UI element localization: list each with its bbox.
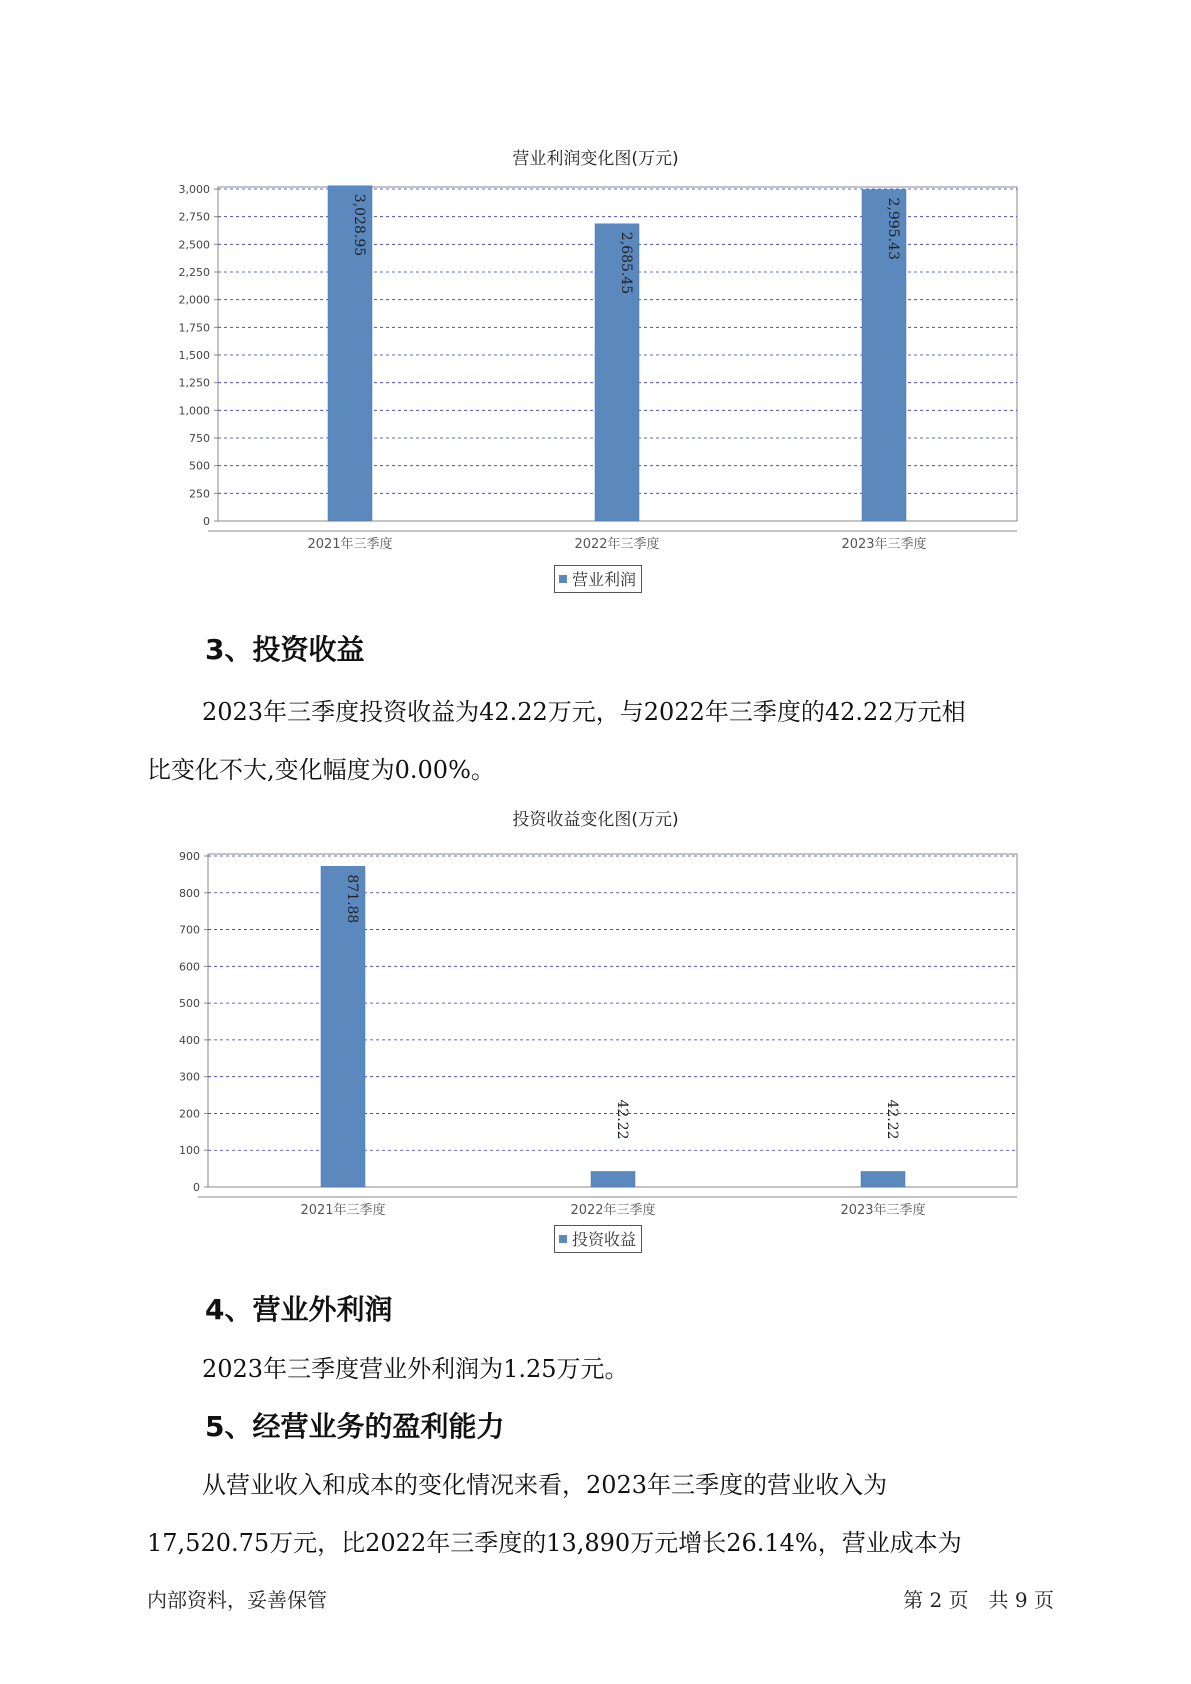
y-tick-label: 500 — [189, 459, 210, 473]
y-tick-label: 1,500 — [178, 349, 210, 362]
y-tick-label: 400 — [179, 1033, 200, 1047]
section-5-line-2: 17,520.75万元，比2022年三季度的13,890万元增长26.14%，营业成本为 — [147, 1529, 962, 1557]
bar-value-label: 871.88 — [344, 874, 360, 924]
chart-1-legend-label: 营业利润 — [572, 570, 637, 589]
bar — [861, 1171, 905, 1187]
section-4-heading: 4、营业外利润 — [205, 1293, 393, 1326]
y-tick-label: 700 — [179, 923, 200, 937]
chart-2-legend — [554, 1225, 642, 1253]
section-4-line-1: 2023年三季度营业外利润为1.25万元。 — [202, 1355, 629, 1383]
y-tick-label: 2,250 — [178, 266, 210, 279]
section-3-line-2: 比变化不大,变化幅度为0.00%。 — [147, 756, 495, 784]
y-tick-label: 3,000 — [178, 183, 210, 196]
y-tick-label: 200 — [179, 1107, 200, 1121]
x-category-label: 2021年三季度 — [307, 537, 393, 552]
section-3-line-1: 2023年三季度投资收益为42.22万元，与2022年三季度的42.22万元相 — [202, 698, 966, 726]
y-tick-label: 2,500 — [178, 238, 210, 252]
y-tick-label: 2,000 — [178, 293, 210, 307]
y-tick-label: 300 — [179, 1070, 200, 1084]
y-tick-label: 500 — [179, 997, 200, 1011]
y-tick-label: 250 — [189, 487, 210, 501]
x-category-label: 2022年三季度 — [570, 1203, 656, 1218]
bar-value-label: 3,028.95 — [351, 193, 367, 257]
y-tick-label: 0 — [193, 1181, 200, 1194]
x-category-label: 2023年三季度 — [841, 537, 927, 552]
y-tick-label: 600 — [179, 960, 200, 974]
y-tick-label: 2,750 — [178, 210, 210, 224]
x-category-label: 2022年三季度 — [574, 537, 660, 552]
section-5-line-1: 从营业收入和成本的变化情况来看，2023年三季度的营业收入为 — [202, 1471, 888, 1499]
chart-2-title: 投资收益变化图(万元) — [512, 810, 679, 830]
bar-value-label: 2,685.45 — [618, 231, 634, 295]
bar-value-label: 42.22 — [614, 1099, 630, 1140]
section-3-heading: 3、投资收益 — [205, 633, 365, 666]
chart-2-legend-label: 投资收益 — [572, 1230, 637, 1249]
y-tick-label: 1,000 — [178, 404, 210, 418]
chart-1-title: 营业利润变化图(万元) — [512, 149, 679, 169]
y-tick-label: 800 — [179, 886, 200, 900]
y-tick-label: 1,250 — [178, 376, 210, 390]
section-5-paragraph — [147, 1456, 1047, 1572]
section-5-heading: 5、经营业务的盈利能力 — [205, 1410, 505, 1443]
bar-value-label: 42.22 — [884, 1099, 900, 1140]
bar — [591, 1171, 635, 1187]
legend-swatch — [559, 1235, 567, 1243]
y-tick-label: 900 — [179, 850, 200, 863]
y-tick-label: 0 — [203, 515, 210, 528]
x-category-label: 2023年三季度 — [840, 1203, 926, 1218]
y-tick-label: 1,750 — [178, 321, 210, 335]
bar-value-label: 2,995.43 — [885, 197, 901, 260]
page-number: 第 2 页 共 9 页 — [903, 1588, 1054, 1612]
section-4-paragraph — [147, 1340, 1047, 1398]
x-category-label: 2021年三季度 — [300, 1203, 386, 1218]
y-tick-label: 100 — [179, 1144, 200, 1158]
y-tick-label: 750 — [189, 432, 210, 445]
footer-note: 内部资料，妥善保管 — [147, 1588, 327, 1612]
